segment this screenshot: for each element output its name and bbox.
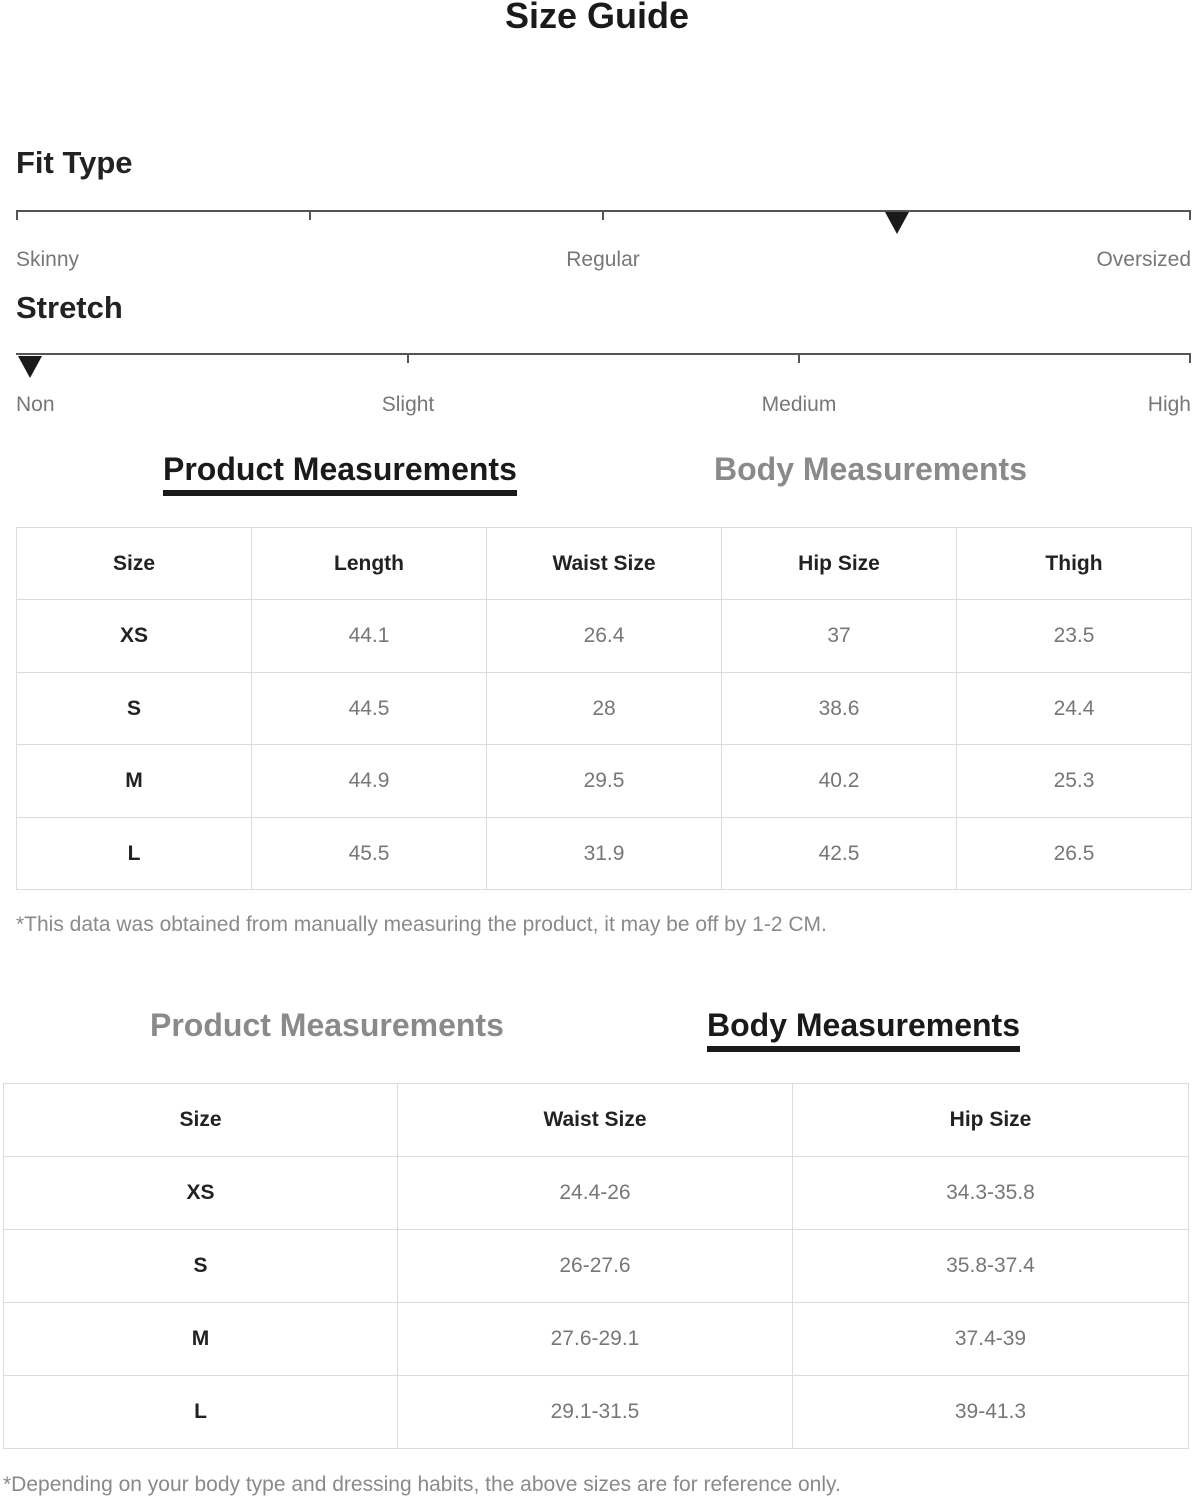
size-cell: S: [4, 1230, 398, 1303]
fit-type-title: Fit Type: [16, 145, 133, 180]
size-cell: M: [4, 1303, 398, 1376]
table-cell: 44.5: [252, 673, 487, 745]
tab-body-measurements[interactable]: Body Measurements: [714, 451, 1027, 487]
fit-type-label-skinny: Skinny: [16, 248, 80, 271]
fit-type-label-regular: Regular: [566, 248, 640, 271]
table-header-row: [4, 1084, 1189, 1157]
table-row: [4, 1376, 1189, 1449]
size-cell: L: [17, 818, 252, 890]
stretch-label-high: High: [1147, 393, 1191, 416]
table-cell: 40.2: [722, 745, 957, 818]
stretch-tick: [407, 354, 409, 363]
stretch-label-non: Non: [16, 393, 55, 416]
table-cell: 35.8-37.4: [793, 1230, 1189, 1303]
size-cell: S: [17, 673, 252, 745]
table-row: [17, 818, 1192, 890]
fit-type-tick: [16, 211, 18, 220]
table-cell: 45.5: [252, 818, 487, 890]
table-cell: 29.5: [487, 745, 722, 818]
table-cell: 28: [487, 673, 722, 745]
body-measurement-note: *Depending on your body type and dressing habits, the above sizes are for reference only.: [3, 1473, 841, 1496]
table-cell: 23.5: [957, 600, 1192, 673]
table-cell: 44.1: [252, 600, 487, 673]
fit-type-tick: [309, 211, 311, 220]
table-cell: 42.5: [722, 818, 957, 890]
table-row: [17, 745, 1192, 818]
column-header: Hip Size: [793, 1084, 1189, 1157]
table-cell: 27.6-29.1: [398, 1303, 793, 1376]
column-header: Size: [17, 528, 252, 600]
column-header: Waist Size: [398, 1084, 793, 1157]
table-cell: 26-27.6: [398, 1230, 793, 1303]
table-cell: 44.9: [252, 745, 487, 818]
table-cell: 26.4: [487, 600, 722, 673]
table-cell: 38.6: [722, 673, 957, 745]
table-cell: 25.3: [957, 745, 1192, 818]
table-row: [4, 1157, 1189, 1230]
stretch-marker-icon: [18, 356, 42, 378]
stretch-label-slight: Slight: [381, 393, 435, 416]
table-cell: 34.3-35.8: [793, 1157, 1189, 1230]
stretch-title: Stretch: [16, 290, 123, 325]
size-cell: M: [17, 745, 252, 818]
column-header: Waist Size: [487, 528, 722, 600]
stretch-tick: [1189, 354, 1191, 363]
table-cell: 29.1-31.5: [398, 1376, 793, 1449]
table-cell: 37: [722, 600, 957, 673]
table-header-row: [17, 528, 1192, 600]
table-cell: 24.4: [957, 673, 1192, 745]
product-measurement-note: *This data was obtained from manually measuring the product, it may be off by 1-2 CM.: [16, 913, 827, 936]
column-header: Thigh: [957, 528, 1192, 600]
table-cell: 31.9: [487, 818, 722, 890]
tab-body-measurements[interactable]: Body Measurements: [707, 1006, 1020, 1052]
table-cell: 24.4-26: [398, 1157, 793, 1230]
stretch-tick: [798, 354, 800, 363]
tab-product-measurements[interactable]: Product Measurements: [163, 450, 517, 496]
column-header: Length: [252, 528, 487, 600]
size-cell: L: [4, 1376, 398, 1449]
column-header: Hip Size: [722, 528, 957, 600]
size-cell: XS: [4, 1157, 398, 1230]
page-title: Size Guide: [504, 0, 690, 36]
size-cell: XS: [17, 600, 252, 673]
tab-product-measurements[interactable]: Product Measurements: [150, 1007, 504, 1043]
table-row: [17, 673, 1192, 745]
fit-type-tick: [1189, 211, 1191, 220]
stretch-label-medium: Medium: [761, 393, 837, 416]
fit-type-marker-icon: [885, 212, 909, 234]
stretch-scale-line: [16, 353, 1191, 355]
table-cell: 26.5: [957, 818, 1192, 890]
table-row: [17, 600, 1192, 673]
table-row: [4, 1230, 1189, 1303]
table-cell: 39-41.3: [793, 1376, 1189, 1449]
table-cell: 37.4-39: [793, 1303, 1189, 1376]
column-header: Size: [4, 1084, 398, 1157]
fit-type-label-oversized: Oversized: [1096, 248, 1191, 271]
table-row: [4, 1303, 1189, 1376]
product-measurements-table: [16, 527, 1192, 890]
body-measurements-table: [3, 1083, 1189, 1449]
fit-type-tick: [602, 211, 604, 220]
